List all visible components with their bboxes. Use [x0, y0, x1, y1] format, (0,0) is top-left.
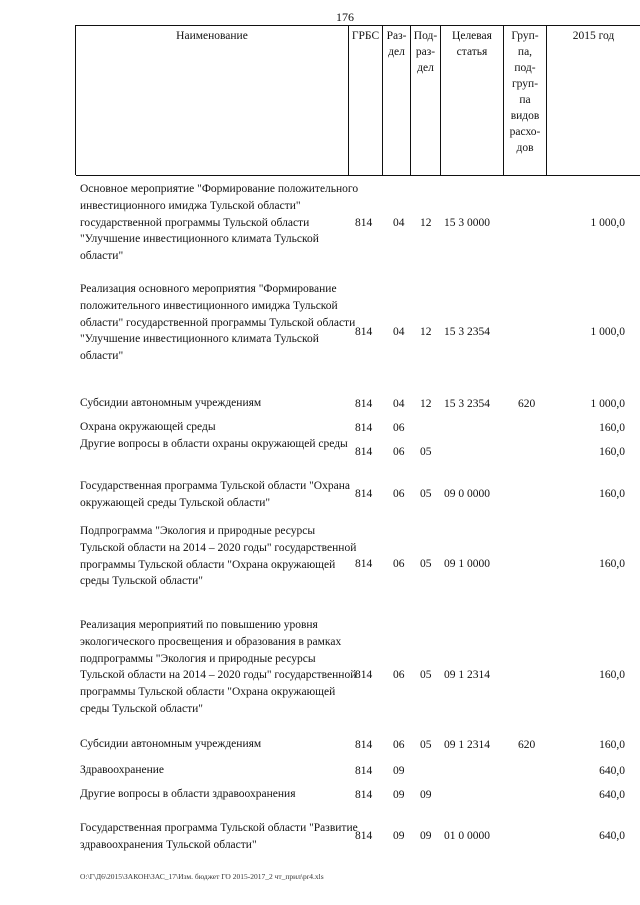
cell-grbs: 814: [355, 830, 373, 842]
cell-razdel: 06: [393, 422, 405, 434]
cell-razdel: 09: [393, 765, 405, 777]
cell-tselevaya: 01 0 0000: [444, 830, 490, 842]
cell-sum: 1 000,0: [590, 217, 625, 229]
header-podrazdel: Под- раз- дел: [411, 26, 441, 176]
table-row: [0, 181, 640, 267]
cell-sum: 160,0: [599, 739, 625, 751]
cell-razdel: 04: [393, 217, 405, 229]
table-row: [0, 762, 640, 782]
cell-grbs: 814: [355, 422, 373, 434]
cell-razdel: 09: [393, 789, 405, 801]
header-gruppa: Груп- па, под- груп- па видов расхо- дов: [504, 26, 547, 176]
cell-gruppa: 620: [518, 398, 536, 410]
table-row: [0, 478, 640, 512]
cell-sum: 1 000,0: [590, 398, 625, 410]
cell-sum: 160,0: [599, 422, 625, 434]
cell-podrazdel: 12: [420, 326, 432, 338]
row-name: Подпрограмма "Экология и природные ресурсы Тульской области на 2014 – 2020 годы" государственной программы Тульской области "Охрана окружающей среды Тульской области": [80, 525, 357, 588]
footer-path: O:\Г\Д6\2015\ЗАКОН\ЗАС_17\Изм. бюджет ГО 2015-2017_2 чт_прил\pr4.xls: [80, 872, 324, 881]
cell-grbs: 814: [355, 669, 373, 681]
table-header: [75, 25, 640, 175]
cell-sum: 640,0: [599, 789, 625, 801]
cell-grbs: 814: [355, 558, 373, 570]
cell-tselevaya: 15 3 0000: [444, 217, 490, 229]
cell-tselevaya: 15 3 2354: [444, 326, 490, 338]
table-row: [0, 395, 640, 415]
cell-gruppa: 620: [518, 739, 536, 751]
cell-tselevaya: 09 0 0000: [444, 488, 490, 500]
row-name: Субсидии автономным учреждениям: [80, 397, 262, 409]
cell-grbs: 814: [355, 789, 373, 801]
table-row: [0, 436, 640, 470]
cell-podrazdel: 05: [420, 446, 432, 458]
row-name: Охрана окружающей среды: [80, 421, 216, 433]
cell-sum: 160,0: [599, 558, 625, 570]
header-grbs: ГРБС: [349, 26, 383, 176]
cell-razdel: 04: [393, 326, 405, 338]
cell-sum: 640,0: [599, 830, 625, 842]
cell-grbs: 814: [355, 326, 373, 338]
table-row: [0, 281, 640, 384]
header-name: Наименование: [76, 26, 349, 176]
header-razdel: Раз- дел: [383, 26, 411, 176]
row-name: Реализация мероприятий по повышению уровня экологического просвещения и образования в рамках подпрограммы "Экология и природные ресурсы Тульской области на 2014 – 2020 годы" государственной программы Тульской области "Охрана окружающей среды Тульской области": [80, 619, 357, 715]
cell-sum: 160,0: [599, 488, 625, 500]
header-year: 2015 год: [547, 26, 640, 176]
cell-sum: 1 000,0: [590, 326, 625, 338]
cell-razdel: 04: [393, 398, 405, 410]
cell-razdel: 09: [393, 830, 405, 842]
row-name: Реализация основного мероприятия "Формирование положительного инвестиционного имиджа Тульской области" государственной программы Тульской области "Улучшение инвестиционного климата Тульской области": [80, 283, 356, 363]
table-row: [0, 820, 640, 854]
row-name: Здравоохранение: [80, 764, 165, 776]
table-row: [0, 617, 640, 735]
cell-grbs: 814: [355, 217, 373, 229]
cell-podrazdel: 09: [420, 830, 432, 842]
table-row: [0, 786, 640, 806]
row-name: Основное мероприятие "Формирование положительного инвестиционного имиджа Тульской области" государственной программы Тульской области "Улучшение инвестиционного климата Тульской области": [80, 183, 359, 263]
cell-tselevaya: 09 1 0000: [444, 558, 490, 570]
cell-podrazdel: 09: [420, 789, 432, 801]
row-name: Субсидии автономным учреждениям: [80, 738, 262, 750]
row-name: Государственная программа Тульской области "Охрана окружающей среды Тульской области": [80, 480, 350, 509]
cell-podrazdel: 05: [420, 558, 432, 570]
cell-tselevaya: 09 1 2314: [444, 669, 490, 681]
table-row: [0, 736, 640, 756]
table-row: [0, 523, 640, 607]
cell-razdel: 06: [393, 739, 405, 751]
cell-podrazdel: 05: [420, 739, 432, 751]
header-tselevaya: Целевая статья: [441, 26, 504, 176]
row-name: Другие вопросы в области охраны окружающей среды: [80, 438, 348, 450]
cell-sum: 640,0: [599, 765, 625, 777]
cell-razdel: 06: [393, 669, 405, 681]
cell-grbs: 814: [355, 765, 373, 777]
page-number: 176: [336, 10, 354, 24]
cell-podrazdel: 12: [420, 217, 432, 229]
cell-sum: 160,0: [599, 669, 625, 681]
cell-podrazdel: 12: [420, 398, 432, 410]
cell-razdel: 06: [393, 446, 405, 458]
cell-razdel: 06: [393, 558, 405, 570]
cell-grbs: 814: [355, 488, 373, 500]
row-name: Государственная программа Тульской области "Развитие здравоохранения Тульской области": [80, 822, 358, 851]
cell-sum: 160,0: [599, 446, 625, 458]
cell-grbs: 814: [355, 739, 373, 751]
cell-tselevaya: 15 3 2354: [444, 398, 490, 410]
cell-razdel: 06: [393, 488, 405, 500]
cell-grbs: 814: [355, 446, 373, 458]
cell-podrazdel: 05: [420, 669, 432, 681]
row-name: Другие вопросы в области здравоохранения: [80, 788, 296, 800]
cell-tselevaya: 09 1 2314: [444, 739, 490, 751]
cell-grbs: 814: [355, 398, 373, 410]
cell-podrazdel: 05: [420, 488, 432, 500]
